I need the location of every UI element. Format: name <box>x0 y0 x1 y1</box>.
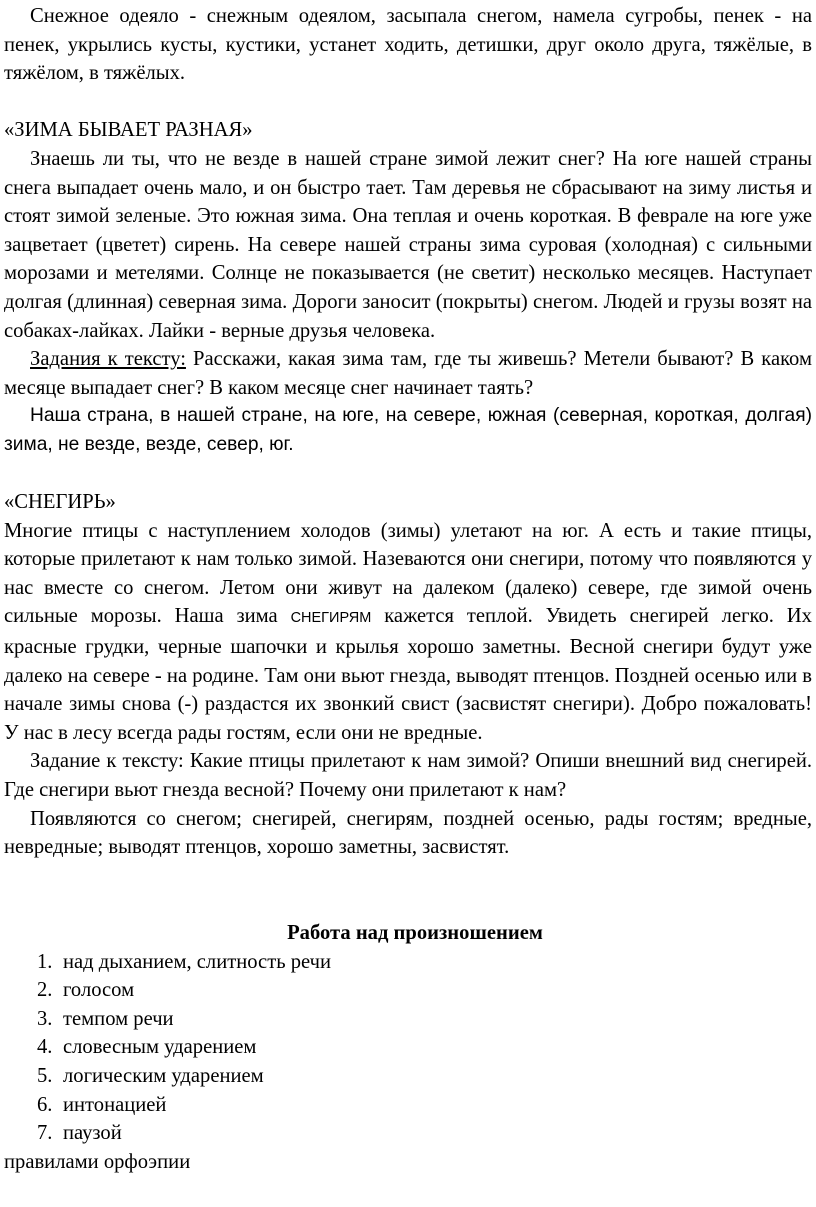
list-item-number: 3. <box>37 1007 53 1030</box>
list-item <box>4 1062 812 1091</box>
bullfinch-text-smallcaps: СНЕГИРЯМ <box>290 610 372 627</box>
list-item <box>4 1119 812 1148</box>
section-title-bullfinch: «СНЕГИРЬ» <box>4 491 116 514</box>
list-item-label: словесным ударением <box>63 1036 257 1059</box>
list-item-label: темпом речи <box>63 1007 174 1030</box>
bullfinch-text <box>4 517 812 748</box>
pronunciation-list <box>4 948 812 1148</box>
bullfinch-text-part-2: кажется теплой. Увидеть снегирей легко. Их красные грудки, черные шапочки и крылья хорошо заметны. Весной снегири будут уже далеко на севере - на родине. Там они вьют гнезда, выводят птенцов. Поздней осенью или в начале зимы снова (-) раздастся их звонкий свист (засвистят снегири). Добро пожаловать! У нас в лесу всегда рады гостям, если они не вредные. <box>4 605 812 744</box>
intro-paragraph: Снежное одеяло - снежным одеялом, засыпала снегом, намела сугробы, пенек - на пенек, укрылись кусты, кустики, устанет ходить, детишки, друг около друга, тяжёлые, в тяжёлом, в тяжёлых. <box>4 5 812 85</box>
winter-vocabulary: Наша страна, в нашей стране, на юге, на севере, южная (северная, короткая, долгая) зима, не везде, везде, север, юг. <box>4 405 812 455</box>
pronunciation-footer: правилами орфоэпии <box>4 1150 191 1173</box>
section-title-winter: «ЗИМА БЫВАЕТ РАЗНАЯ» <box>4 119 253 142</box>
bullfinch-text-part-1: Многие птицы с наступлением холодов (зимы) улетают на юг. А есть и такие птицы, которые прилетают к нам только зимой. Назеваются они снегири, потому что появляются у нас вместе со снегом. Летом они живут на далеком (далеко) севере, где зимой очень сильные морозы. Наша зима <box>4 519 812 628</box>
list-item <box>4 1033 812 1062</box>
list-item-label: логическим ударением <box>63 1064 264 1087</box>
bullfinch-vocabulary: Появляются со снегом; снегирей, снегирям, поздней осенью, рады гостям; вредные, невредные; выводят птенцов, хорошо заметны, засвистят. <box>4 807 812 859</box>
list-item-label: голосом <box>63 979 135 1002</box>
list-item-number: 7. <box>37 1122 53 1145</box>
spacer <box>4 88 812 117</box>
list-item-label: над дыханием, слитность речи <box>63 950 332 973</box>
list-item-number: 1. <box>37 950 53 973</box>
list-item-number: 4. <box>37 1036 53 1059</box>
list-item <box>4 948 812 977</box>
list-item <box>4 1005 812 1034</box>
list-item-number: 6. <box>37 1093 53 1116</box>
task-text: Расскажи, какая зима там, где ты живешь? Метели бывают? В каком месяце выпадает снег? В каком месяце снег начинает таять? <box>4 348 812 399</box>
winter-task <box>4 345 812 402</box>
list-item-label: интонацией <box>63 1093 167 1116</box>
task-label: Задания к тексту: <box>30 348 186 371</box>
spacer <box>4 890 812 919</box>
list-item-number: 5. <box>37 1064 53 1087</box>
list-item <box>4 976 812 1005</box>
list-item <box>4 1091 812 1120</box>
pronunciation-title: Работа над произношением <box>287 922 543 944</box>
list-item-label: паузой <box>63 1122 122 1145</box>
spacer <box>4 460 812 489</box>
spacer <box>4 862 812 891</box>
winter-text: Знаешь ли ты, что не везде в нашей стране зимой лежит снег? На юге нашей страны снега выпадает очень мало, и он быстро тает. Там деревья не сбрасывают на зиму листья и стоят зимой зеленые. Это южная зима. Она теплая и очень короткая. В феврале на юге уже зацветает (цветет) сирень. На севере нашей страны зима суровая (холодная) с сильными морозами и метелями. Солнце не показывается (не светит) несколько месяцев. Наступает долгая (длинная) северная зима. Дороги заносит (покрыты) снегом. Людей и грузы возят на собаках-лайках. Лайки - верные друзья человека. <box>4 147 812 342</box>
bullfinch-task: Задание к тексту: Какие птицы прилетают к нам зимой? Опиши внешний вид снегирей. Где снегири вьют гнезда весной? Почему они прилетают к нам? <box>4 750 812 802</box>
list-item-number: 2. <box>37 979 53 1002</box>
